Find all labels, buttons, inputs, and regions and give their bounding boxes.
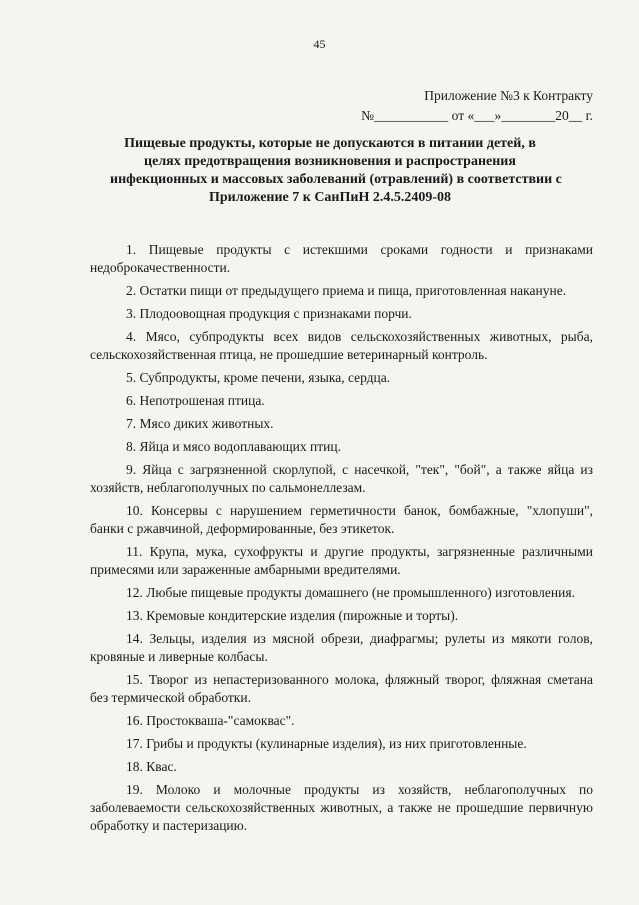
list-item: 11. Крупа, мука, сухофрукты и другие продукты, загрязненные различными примесями или зараженные амбарными вредителями. — [90, 544, 593, 577]
contract-number-line: №___________ от «___»________20__ г. — [361, 108, 593, 123]
annex-title: Приложение №3 к Контракту — [424, 88, 593, 103]
document-title — [110, 135, 562, 207]
page-number: 45 — [313, 37, 326, 51]
prohibited-products-list — [90, 241, 593, 840]
list-item: 13. Кремовые кондитерские изделия (пирожные и торты). — [126, 608, 459, 623]
annex-reference — [361, 86, 593, 126]
list-item: 1. Пищевые продукты с истекшими сроками годности и признаками недоброкачественности. — [90, 242, 593, 275]
list-item: 8. Яйца и мясо водоплавающих птиц. — [126, 439, 341, 454]
list-item: 4. Мясо, субпродукты всех видов сельскохозяйственных животных, рыба, сельскохозяйственная птица, не прошедшие ветеринарный контроль. — [90, 329, 593, 362]
list-item: 17. Грибы и продукты (кулинарные изделия), из них приготовленные. — [126, 736, 527, 751]
list-item: 16. Простокваша-"самоквас". — [126, 713, 295, 728]
list-item: 2. Остатки пищи от предыдущего приема и пища, приготовленная накануне. — [126, 283, 567, 298]
title-line: целях предотвращения возникновения и распространения — [144, 154, 516, 169]
title-line: инфекционных и массовых заболеваний (отравлений) в соответствии с — [110, 172, 562, 187]
title-line: Пищевые продукты, которые не допускаются в питании детей, в — [124, 136, 536, 151]
list-item: 9. Яйца с загрязненной скорлупой, с насечкой, "тек", "бой", а также яйца из хозяйств, неблагополучных по сальмонеллезам. — [90, 462, 593, 495]
list-item: 3. Плодоовощная продукция с признаками порчи. — [126, 306, 412, 321]
title-line: Приложение 7 к СанПиН 2.4.5.2409-08 — [208, 190, 452, 205]
list-item: 15. Творог из непастеризованного молока, фляжный творог, фляжная сметана без термической обработки. — [90, 672, 593, 705]
list-item: 7. Мясо диких животных. — [126, 416, 274, 431]
list-item: 10. Консервы с нарушением герметичности банок, бомбажные, "хлопуши", банки с ржавчиной, деформированные, без этикеток. — [90, 503, 593, 536]
list-item: 18. Квас. — [126, 759, 177, 774]
list-item: 5. Субпродукты, кроме печени, языка, сердца. — [126, 370, 391, 385]
list-item: 19. Молоко и молочные продукты из хозяйств, неблагополучных по заболеваемости сельскохозяйственных животных, а также не прошедшие первичную обработку и пастеризацию. — [90, 782, 593, 833]
list-item: 14. Зельцы, изделия из мясной обрези, диафрагмы; рулеты из мякоти голов, кровяные и ливерные колбасы. — [90, 631, 593, 664]
list-item: 12. Любые пищевые продукты домашнего (не промышленного) изготовления. — [126, 585, 575, 600]
list-item: 6. Непотрошеная птица. — [126, 393, 265, 408]
